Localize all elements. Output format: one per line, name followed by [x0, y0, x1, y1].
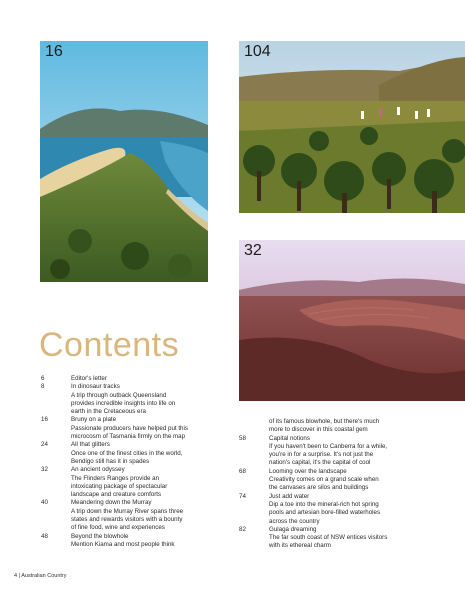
toc-title: All that glitters — [71, 441, 110, 449]
toc-description-line: microcosm of Tasmania firmly on the map — [71, 433, 186, 441]
toc-page-number: 68 — [239, 467, 246, 475]
toc-description-line: the canvases are silos and buildings — [269, 484, 369, 492]
toc-description-line: nation's capital, it's the capital of cool — [269, 459, 371, 467]
toc-description-line: with its ethereal charm — [269, 542, 331, 550]
toc-entry — [41, 441, 221, 466]
toc-description-line: of fine food, wine and experiences — [71, 524, 165, 532]
toc-entry — [41, 383, 221, 416]
toc-description-line: The Flinders Ranges provide an — [71, 474, 160, 482]
toc-page-number: 6 — [41, 375, 45, 382]
toc-description-line: you're in for a surprise. It's not just the — [269, 451, 374, 459]
toc-right-column — [239, 418, 439, 551]
photo-grass-trees — [239, 41, 465, 213]
toc-entry — [239, 493, 439, 526]
toc-description-line: provides incredible insights into life on — [71, 399, 176, 407]
toc-page-number: 16 — [41, 416, 48, 424]
toc-description-line: pools and artesian bore-filled waterholes — [269, 509, 381, 517]
toc-left-column — [41, 375, 221, 549]
toc-title: Editor's letter — [71, 375, 107, 382]
toc-description-line: landscape and creature comforts — [71, 491, 162, 499]
toc-description-line: states and rewards visitors with a bounty — [71, 516, 183, 524]
toc-continuation — [239, 418, 439, 435]
toc-entry — [41, 466, 221, 499]
toc-title: In dinosaur tracks — [71, 383, 120, 391]
photo-coastline — [40, 41, 208, 282]
contents-title: Contents — [39, 326, 180, 364]
toc-description-line: Bendigo still has it in spades — [71, 457, 150, 465]
toc-entry — [41, 416, 221, 441]
toc-description-line: If you haven't been to Canberra for a while, — [269, 442, 388, 450]
toc-title: Just add water — [269, 492, 310, 500]
toc-description-line: across the country — [269, 517, 320, 525]
toc-description-line: Passionate producers have helped put this — [71, 424, 188, 432]
toc-entry — [41, 375, 221, 383]
toc-page-number: 40 — [41, 499, 48, 507]
toc-description-line: Mention Kiama and most people think — [71, 540, 175, 548]
photo-page-number: 16 — [45, 43, 63, 60]
page-footer: 4 | Australian Country — [14, 573, 67, 579]
toc-page-number: 32 — [41, 466, 48, 474]
toc-description-line: Once one of the finest cities in the world, — [71, 449, 183, 457]
toc-page-number: 82 — [239, 525, 246, 533]
toc-title: Meandering down the Murray — [71, 499, 152, 507]
toc-entry — [239, 435, 439, 468]
photo-flinders-ranges — [239, 240, 465, 401]
toc-page-number: 48 — [41, 532, 48, 540]
toc-description-line: Creativity comes on a grand scale when — [269, 476, 379, 484]
toc-page-number: 74 — [239, 492, 246, 500]
toc-title: An ancient odyssey — [71, 466, 125, 474]
toc-entry — [239, 526, 439, 551]
toc-title: Capital notions — [269, 434, 310, 442]
toc-page-number: 24 — [41, 441, 48, 449]
toc-page-number: 8 — [41, 383, 45, 391]
toc-description-line: more to discover in this coastal gem — [269, 426, 368, 434]
toc-page-number: 58 — [239, 434, 246, 442]
toc-title: Looming over the landscape — [269, 467, 347, 475]
toc-title: Gulaga dreaming — [269, 525, 317, 533]
toc-description-line: earth in the Cretaceous era — [71, 408, 146, 416]
toc-entry — [239, 468, 439, 493]
toc-description-line: intoxicating package of spectacular — [71, 482, 168, 490]
toc-entry — [41, 499, 221, 532]
photo-page-number: 104 — [244, 43, 271, 60]
toc-entry — [41, 533, 221, 550]
toc-title: Bruny on a plate — [71, 416, 117, 424]
toc-description-line: of its famous blowhole, but there's much — [269, 418, 380, 425]
toc-description-line: A trip down the Murray River spans three — [71, 507, 184, 515]
toc-description-line: The far south coast of NSW entices visitors — [269, 534, 388, 542]
photo-page-number: 32 — [244, 242, 262, 259]
toc-description-line: A trip through outback Queensland — [71, 391, 167, 399]
toc-description-line: Dip a toe into the mineral-rich hot spring — [269, 500, 379, 508]
toc-title: Beyond the blowhole — [71, 532, 129, 540]
